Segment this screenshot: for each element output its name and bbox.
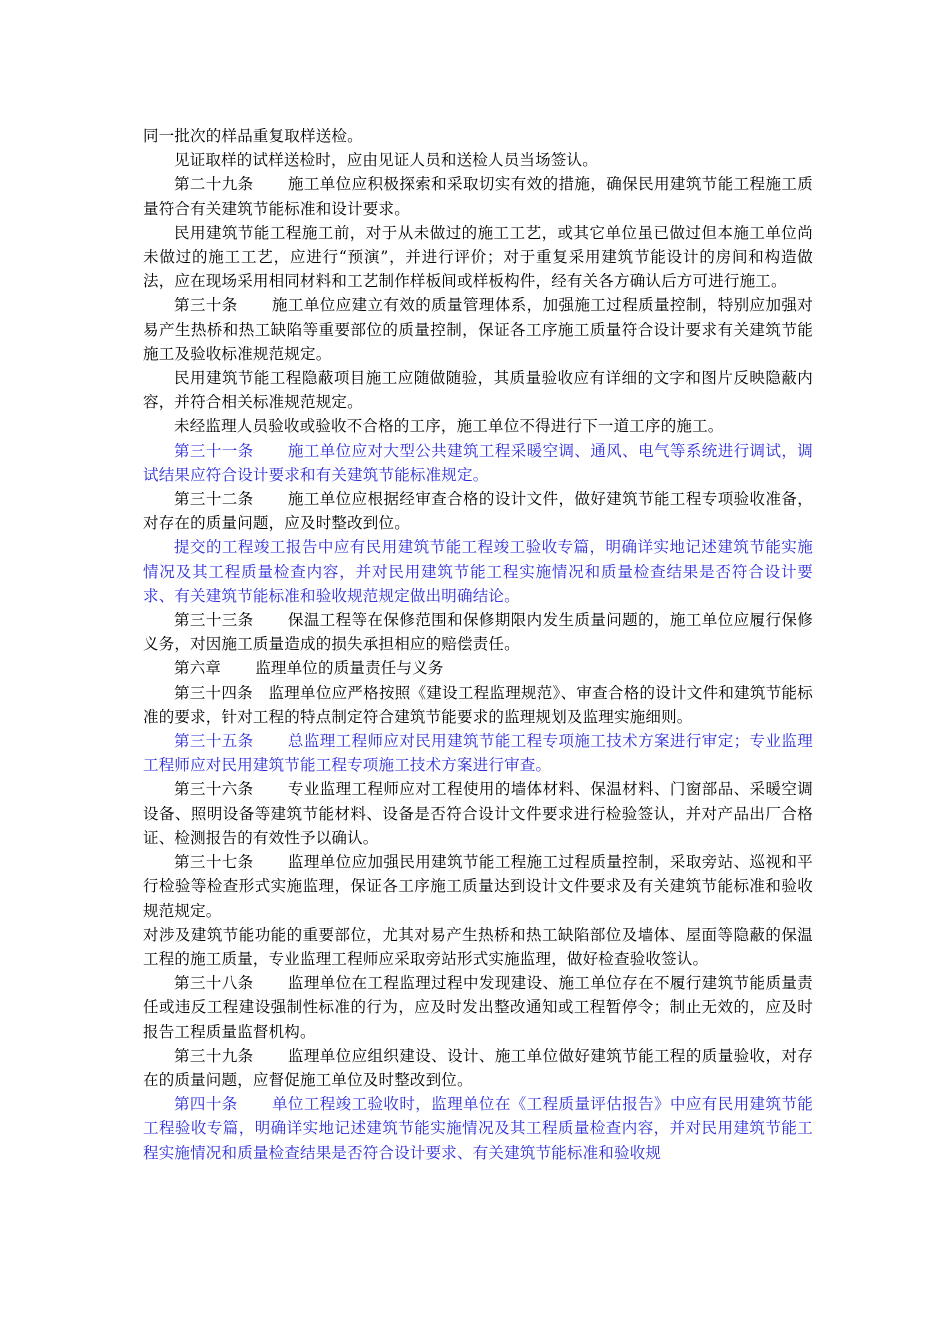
paragraph-text: 施工单位应建立有效的质量管理体系，加强施工过程质量控制，特别应加强对易产生热桥和热工缺陷等重要部位的质量控制，保证各工序施工质量符合设计要求有关建筑节能施工及验收标准规范规定。 xyxy=(143,296,813,363)
paragraph-text: 施工单位应根据经审查合格的设计文件，做好建筑节能工程专项验收准备，对存在的质量问题，应及时整改到位。 xyxy=(143,490,813,533)
paragraph-text: 民用建筑节能工程施工前，对于从未做过的施工工艺，或其它单位虽已做过但本施工单位尚未做过的施工工艺，应进行“预演”，并进行评价；对于重复采用建筑节能设计的房间和构造做法，应在现场采用相同材料和工艺制作样板间或样板构件，经有关各方确认后方可进行施工。 xyxy=(143,223,813,291)
article-paragraph xyxy=(143,729,813,777)
article-number: 第三十九条 xyxy=(174,1046,254,1065)
article-number: 第三十条 xyxy=(174,296,238,315)
paragraph-text: 见证取样的试样送检时，应由见证人员和送检人员当场签认。 xyxy=(174,151,598,170)
paragraph-text: 民用建筑节能工程隐蔽项目施工应随做随验，其质量验收应有详细的文字和图片反映隐蔽内容，并符合相关标准规范规定。 xyxy=(143,369,813,412)
article-paragraph xyxy=(143,850,813,923)
paragraph-text: 未经监理人员验收或验收不合格的工序，施工单位不得进行下一道工序的施工。 xyxy=(174,417,724,436)
article-number: 第三十三条 xyxy=(174,611,254,630)
article-paragraph xyxy=(143,656,813,680)
paragraph-text: 监理单位在工程监理过程中发现建设、施工单位存在不履行建筑节能质量责任或违反工程建设强制性标准的行为，应及时发出整改通知或工程暂停令；制止无效的，应及时报告工程质量监督机构。 xyxy=(143,974,813,1041)
article-number: 第二十九条 xyxy=(174,175,254,194)
body-paragraph xyxy=(143,124,813,148)
body-paragraph xyxy=(143,923,813,971)
article-paragraph xyxy=(143,1044,813,1092)
body-paragraph xyxy=(143,221,813,294)
article-number: 第六章 xyxy=(174,659,222,678)
paragraph-text: 监理单位应严格按照《建设工程监理规范》、审查合格的设计文件和建筑节能标准的要求，针对工程的特点制定符合建筑节能要求的监理规划及监理实施细则。 xyxy=(143,683,813,726)
article-number: 第三十二条 xyxy=(174,490,254,509)
body-paragraph xyxy=(143,414,813,438)
body-paragraph xyxy=(143,148,813,172)
document-body xyxy=(143,124,813,1165)
paragraph-text: 施工单位应积极探索和采取切实有效的措施，确保民用建筑节能工程施工质量符合有关建筑节能标准和设计要求。 xyxy=(143,175,813,218)
article-paragraph xyxy=(143,777,813,850)
paragraph-text: 专业监理工程师应对工程使用的墙体材料、保温材料、门窗部品、采暖空调设备、照明设备等建筑节能材料、设备是否符合设计文件要求进行检验签认，并对产品出厂合格证、检测报告的有效性予以确认。 xyxy=(143,780,813,847)
article-number: 第三十五条 xyxy=(174,732,254,751)
article-paragraph xyxy=(143,681,813,729)
article-paragraph xyxy=(143,439,813,487)
article-paragraph xyxy=(143,172,813,220)
article-paragraph xyxy=(143,293,813,366)
paragraph-text: 总监理工程师应对民用建筑节能工程专项施工技术方案进行审定；专业监理工程师应对民用建筑节能工程专项施工技术方案进行审查。 xyxy=(143,732,813,775)
paragraph-text: 监理单位的质量责任与义务 xyxy=(255,659,444,678)
article-paragraph xyxy=(143,487,813,535)
body-paragraph xyxy=(143,366,813,414)
paragraph-text: 同一批次的样品重复取样送检。 xyxy=(143,127,363,145)
paragraph-text: 保温工程等在保修范围和保修期限内发生质量问题的，施工单位应履行保修义务，对因施工质量造成的损失承担相应的赔偿责任。 xyxy=(143,611,813,654)
article-number: 第三十一条 xyxy=(174,441,254,460)
paragraph-text: 提交的工程竣工报告中应有民用建筑节能工程竣工验收专篇，明确详实地记述建筑节能实施情况及其工程质量检查内容，并对民用建筑节能工程实施情况和质量检查结果是否符合设计要求、有关建筑节能标准和验收规范规定做出明确结论。 xyxy=(143,538,813,605)
paragraph-text: 对涉及建筑节能功能的重要部位，尤其对易产生热桥和热工缺陷部位及墙体、屋面等隐蔽的保温工程的施工质量，专业监理工程师应采取旁站形式实施监理，做好检查验收签认。 xyxy=(143,925,813,968)
body-paragraph xyxy=(143,535,813,608)
paragraph-text: 单位工程竣工验收时，监理单位在《工程质量评估报告》中应有民用建筑节能工程验收专篇，明确详实地记述建筑节能实施情况及其工程质量检查内容，并对民用建筑节能工程实施情况和质量检查结果是否符合设计要求、有关建筑节能标准和验收规 xyxy=(143,1095,813,1162)
article-paragraph xyxy=(143,971,813,1044)
article-paragraph xyxy=(143,608,813,656)
article-number: 第三十八条 xyxy=(174,974,254,993)
paragraph-text: 监理单位应加强民用建筑节能工程施工过程质量控制，采取旁站、巡视和平行检验等检查形式实施监理，保证各工序施工质量达到设计文件要求及有关建筑节能标准和验收规范规定。 xyxy=(143,853,813,920)
article-number: 第三十六条 xyxy=(174,780,254,799)
article-number: 第三十四条 xyxy=(174,683,253,702)
article-paragraph xyxy=(143,1092,813,1165)
paragraph-text: 监理单位应组织建设、设计、施工单位做好建筑节能工程的质量验收，对存在的质量问题，应督促施工单位及时整改到位。 xyxy=(143,1046,813,1089)
paragraph-text: 施工单位应对大型公共建筑工程采暖空调、通风、电气等系统进行调试，调试结果应符合设计要求和有关建筑节能标准规定。 xyxy=(143,441,813,484)
article-number: 第四十条 xyxy=(174,1095,238,1114)
article-number: 第三十七条 xyxy=(174,853,254,872)
